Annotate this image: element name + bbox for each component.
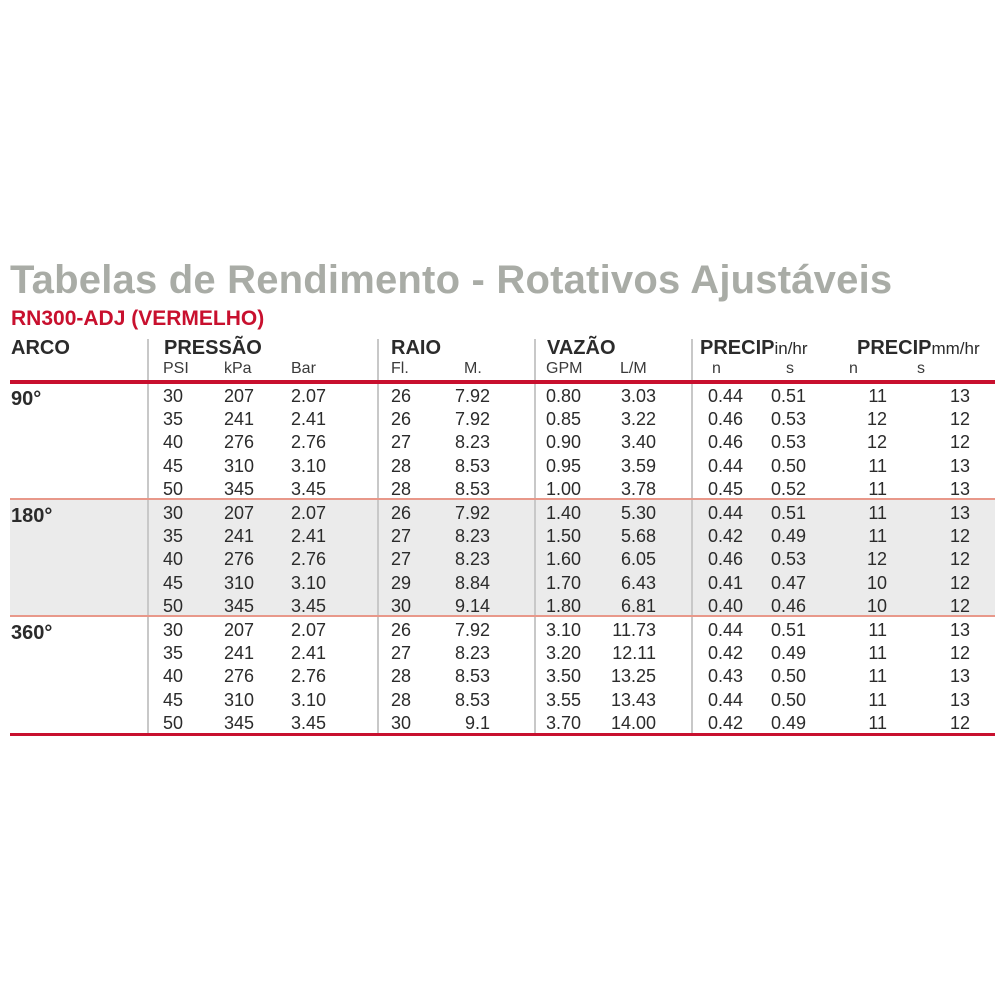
cell-kpa: 207	[224, 620, 255, 640]
cell-kpa: 310	[224, 455, 255, 476]
cell-precip-in-s: 0.50	[771, 689, 807, 710]
cell-raio-m: 7.92	[454, 620, 490, 640]
cell-precip-mm-n: 11	[868, 689, 887, 710]
cell-precip-in-s: 0.53	[771, 409, 807, 430]
table-row	[0, 408, 1000, 431]
cell-raio-fl: 29	[391, 572, 412, 593]
cell-gpm: 1.00	[546, 478, 582, 499]
cell-lm: 6.81	[620, 595, 656, 616]
table-row	[0, 502, 1000, 525]
cell-precip-in-n: 0.42	[708, 712, 744, 733]
cell-psi: 35	[163, 643, 184, 664]
cell-precip-mm-s: 12	[949, 572, 970, 593]
subheader-n-in: n	[712, 360, 721, 377]
cell-kpa: 241	[224, 643, 255, 664]
cell-precip-mm-n: 11	[868, 386, 887, 406]
cell-precip-mm-n: 10	[866, 572, 887, 593]
cell-lm: 14.00	[610, 712, 656, 733]
cell-gpm: 3.55	[546, 689, 582, 710]
cell-raio-m: 8.53	[454, 666, 490, 687]
header-precip-in-unit: in/hr	[774, 339, 808, 358]
cell-lm: 6.43	[620, 572, 656, 593]
cell-lm: 3.22	[620, 409, 656, 430]
cell-kpa: 241	[224, 526, 255, 547]
cell-raio-m: 8.23	[454, 549, 490, 570]
cell-precip-in-n: 0.45	[708, 478, 744, 499]
cell-raio-m: 8.53	[454, 455, 490, 476]
cell-lm: 3.03	[620, 386, 656, 406]
cell-psi: 40	[163, 432, 184, 453]
table-row	[0, 525, 1000, 548]
cell-bar: 2.76	[291, 549, 327, 570]
cell-psi: 30	[163, 503, 184, 523]
header-precip-mm-label: PRECIP	[857, 337, 932, 359]
cell-precip-mm-s: 13	[949, 503, 970, 523]
cell-raio-fl: 30	[391, 712, 412, 733]
cell-precip-in-s: 0.51	[771, 386, 807, 406]
cell-psi: 40	[163, 549, 184, 570]
table-row	[0, 665, 1000, 688]
cell-lm: 13.43	[610, 689, 656, 710]
cell-kpa: 310	[224, 689, 255, 710]
cell-precip-in-s: 0.47	[771, 572, 807, 593]
cell-raio-m: 8.84	[454, 572, 490, 593]
cell-gpm: 1.70	[546, 572, 582, 593]
cell-precip-mm-n: 11	[868, 643, 887, 664]
cell-raio-m: 8.53	[454, 689, 490, 710]
cell-psi: 40	[163, 666, 184, 687]
subheader-psi: PSI	[163, 360, 189, 377]
cell-kpa: 207	[224, 386, 255, 406]
cell-raio-m: 7.92	[454, 386, 490, 406]
cell-precip-mm-n: 11	[868, 666, 887, 687]
cell-raio-m: 8.53	[454, 478, 490, 499]
cell-precip-mm-n: 12	[866, 432, 887, 453]
cell-precip-mm-n: 11	[868, 526, 887, 547]
cell-raio-m: 7.92	[454, 409, 490, 430]
cell-raio-m: 8.23	[454, 432, 490, 453]
cell-kpa: 241	[224, 409, 255, 430]
cell-precip-mm-n: 10	[866, 595, 887, 616]
cell-gpm: 0.80	[546, 386, 582, 406]
cell-kpa: 345	[224, 712, 255, 733]
cell-precip-mm-n: 12	[866, 409, 887, 430]
cell-bar: 3.10	[291, 689, 327, 710]
cell-precip-in-n: 0.42	[708, 526, 744, 547]
cell-precip-in-n: 0.42	[708, 643, 744, 664]
cell-precip-in-n: 0.43	[708, 666, 744, 687]
cell-raio-m: 9.14	[454, 595, 490, 616]
cell-bar: 2.76	[291, 666, 327, 687]
cell-psi: 50	[163, 595, 184, 616]
cell-gpm: 3.50	[546, 666, 582, 687]
cell-precip-in-n: 0.44	[708, 386, 744, 406]
cell-gpm: 3.20	[546, 643, 582, 664]
cell-precip-mm-s: 12	[949, 643, 970, 664]
cell-bar: 2.07	[291, 620, 327, 640]
cell-precip-mm-s: 13	[949, 478, 970, 499]
cell-precip-mm-s: 12	[949, 712, 970, 733]
header-rule	[10, 380, 995, 384]
cell-precip-in-n: 0.41	[708, 572, 744, 593]
subheader-gpm: GPM	[546, 360, 583, 377]
model-subtitle: RN300-ADJ (VERMELHO)	[11, 307, 265, 330]
cell-kpa: 345	[224, 478, 255, 499]
cell-raio-fl: 26	[391, 620, 412, 640]
header-arco: ARCO	[11, 337, 70, 359]
table-row	[0, 548, 1000, 571]
cell-raio-fl: 27	[391, 549, 412, 570]
subheader-kpa: kPa	[224, 360, 252, 377]
cell-precip-in-n: 0.46	[708, 432, 744, 453]
cell-precip-mm-n: 11	[868, 503, 887, 523]
cell-raio-fl: 27	[391, 432, 412, 453]
cell-raio-fl: 28	[391, 666, 412, 687]
table-row	[0, 431, 1000, 454]
cell-precip-mm-s: 13	[949, 620, 970, 640]
header-precip-mm-unit: mm/hr	[931, 339, 980, 358]
cell-lm: 3.40	[620, 432, 656, 453]
subheader-fl: Fl.	[391, 360, 409, 377]
cell-psi: 35	[163, 409, 184, 430]
header-pressao: PRESSÃO	[164, 337, 262, 359]
cell-precip-mm-s: 12	[949, 409, 970, 430]
cell-bar: 3.10	[291, 572, 327, 593]
cell-lm: 12.11	[612, 643, 656, 664]
cell-bar: 2.07	[291, 386, 327, 406]
cell-precip-in-s: 0.50	[771, 455, 807, 476]
header-raio: RAIO	[391, 337, 441, 359]
cell-bar: 2.76	[291, 432, 327, 453]
cell-precip-mm-n: 11	[868, 620, 887, 640]
cell-raio-fl: 28	[391, 689, 412, 710]
cell-precip-mm-n: 11	[868, 478, 887, 499]
subheader-s-in: s	[786, 360, 794, 377]
cell-psi: 45	[163, 572, 184, 593]
cell-kpa: 345	[224, 595, 255, 616]
header-vazao: VAZÃO	[547, 337, 616, 359]
cell-precip-mm-s: 13	[949, 666, 970, 687]
table-row	[0, 619, 1000, 642]
subheader-n-mm: n	[849, 360, 858, 377]
cell-lm: 13.25	[610, 666, 656, 687]
cell-kpa: 276	[224, 549, 255, 570]
table-row	[0, 572, 1000, 595]
cell-psi: 45	[163, 689, 184, 710]
cell-kpa: 276	[224, 432, 255, 453]
cell-gpm: 1.40	[546, 503, 582, 523]
cell-lm: 5.30	[620, 503, 656, 523]
cell-psi: 45	[163, 455, 184, 476]
cell-precip-mm-s: 12	[949, 595, 970, 616]
cell-psi: 30	[163, 620, 184, 640]
cell-precip-in-n: 0.46	[708, 409, 744, 430]
cell-precip-in-s: 0.53	[771, 432, 807, 453]
cell-precip-in-s: 0.49	[771, 643, 807, 664]
cell-precip-mm-s: 13	[949, 689, 970, 710]
cell-kpa: 310	[224, 572, 255, 593]
cell-precip-in-n: 0.40	[708, 595, 744, 616]
cell-raio-m: 7.92	[454, 503, 490, 523]
cell-psi: 50	[163, 478, 184, 499]
cell-gpm: 1.60	[546, 549, 582, 570]
cell-psi: 50	[163, 712, 184, 733]
subheader-m: M.	[464, 360, 482, 377]
arc-label-180: 180°	[11, 505, 53, 527]
table-row	[0, 712, 1000, 735]
cell-precip-in-s: 0.51	[771, 503, 807, 523]
arc-label-90: 90°	[11, 388, 42, 410]
cell-lm: 3.59	[620, 455, 656, 476]
cell-lm: 6.05	[620, 549, 656, 570]
cell-precip-in-s: 0.52	[771, 478, 807, 499]
cell-bar: 2.07	[291, 503, 327, 523]
cell-psi: 35	[163, 526, 184, 547]
cell-precip-mm-s: 13	[949, 455, 970, 476]
cell-lm: 3.78	[620, 478, 656, 499]
cell-precip-in-n: 0.46	[708, 549, 744, 570]
cell-gpm: 0.90	[546, 432, 582, 453]
cell-gpm: 1.80	[546, 595, 582, 616]
cell-raio-m: 9.1	[464, 712, 490, 733]
cell-gpm: 3.70	[546, 712, 582, 733]
cell-gpm: 1.50	[546, 526, 582, 547]
cell-raio-m: 8.23	[454, 643, 490, 664]
cell-precip-mm-n: 11	[868, 455, 887, 476]
page-title: Tabelas de Rendimento - Rotativos Ajustáveis	[10, 258, 893, 302]
cell-gpm: 0.85	[546, 409, 582, 430]
cell-lm: 5.68	[620, 526, 656, 547]
cell-kpa: 276	[224, 666, 255, 687]
cell-bar: 2.41	[291, 409, 327, 430]
subheader-s-mm: s	[917, 360, 925, 377]
cell-precip-mm-s: 12	[949, 432, 970, 453]
cell-raio-m: 8.23	[454, 526, 490, 547]
cell-raio-fl: 30	[391, 595, 412, 616]
header-precip-in-label: PRECIP	[700, 337, 775, 359]
cell-precip-in-s: 0.49	[771, 712, 807, 733]
cell-precip-mm-s: 13	[949, 386, 970, 406]
cell-raio-fl: 26	[391, 503, 412, 523]
subheader-lm: L/M	[620, 360, 647, 377]
cell-precip-in-n: 0.44	[708, 503, 744, 523]
cell-kpa: 207	[224, 503, 255, 523]
cell-precip-in-s: 0.49	[771, 526, 807, 547]
cell-bar: 2.41	[291, 526, 327, 547]
cell-raio-fl: 28	[391, 478, 412, 499]
header-precip-mm	[857, 337, 980, 360]
cell-precip-in-n: 0.44	[708, 455, 744, 476]
cell-bar: 3.45	[291, 595, 327, 616]
header-precip-in	[700, 337, 808, 360]
cell-lm: 11.73	[612, 620, 656, 640]
cell-raio-fl: 28	[391, 455, 412, 476]
cell-bar: 3.45	[291, 478, 327, 499]
table-row	[0, 478, 1000, 501]
table-row	[0, 595, 1000, 618]
subheader-bar: Bar	[291, 360, 316, 377]
cell-precip-in-s: 0.53	[771, 549, 807, 570]
cell-precip-mm-s: 12	[949, 526, 970, 547]
table-row	[0, 455, 1000, 478]
table-row	[0, 689, 1000, 712]
cell-precip-mm-n: 12	[866, 549, 887, 570]
cell-raio-fl: 27	[391, 526, 412, 547]
table-row	[0, 642, 1000, 665]
cell-gpm: 0.95	[546, 455, 582, 476]
cell-precip-in-s: 0.50	[771, 666, 807, 687]
cell-precip-in-s: 0.46	[771, 595, 807, 616]
cell-precip-in-s: 0.51	[771, 620, 807, 640]
table-row	[0, 385, 1000, 408]
cell-precip-mm-n: 11	[868, 712, 887, 733]
cell-raio-fl: 26	[391, 409, 412, 430]
cell-precip-in-n: 0.44	[708, 620, 744, 640]
cell-precip-in-n: 0.44	[708, 689, 744, 710]
cell-raio-fl: 26	[391, 386, 412, 406]
cell-precip-mm-s: 12	[949, 549, 970, 570]
cell-bar: 3.10	[291, 455, 327, 476]
cell-bar: 3.45	[291, 712, 327, 733]
cell-psi: 30	[163, 386, 184, 406]
cell-gpm: 3.10	[546, 620, 582, 640]
arc-label-360: 360°	[11, 622, 53, 644]
cell-raio-fl: 27	[391, 643, 412, 664]
cell-bar: 2.41	[291, 643, 327, 664]
